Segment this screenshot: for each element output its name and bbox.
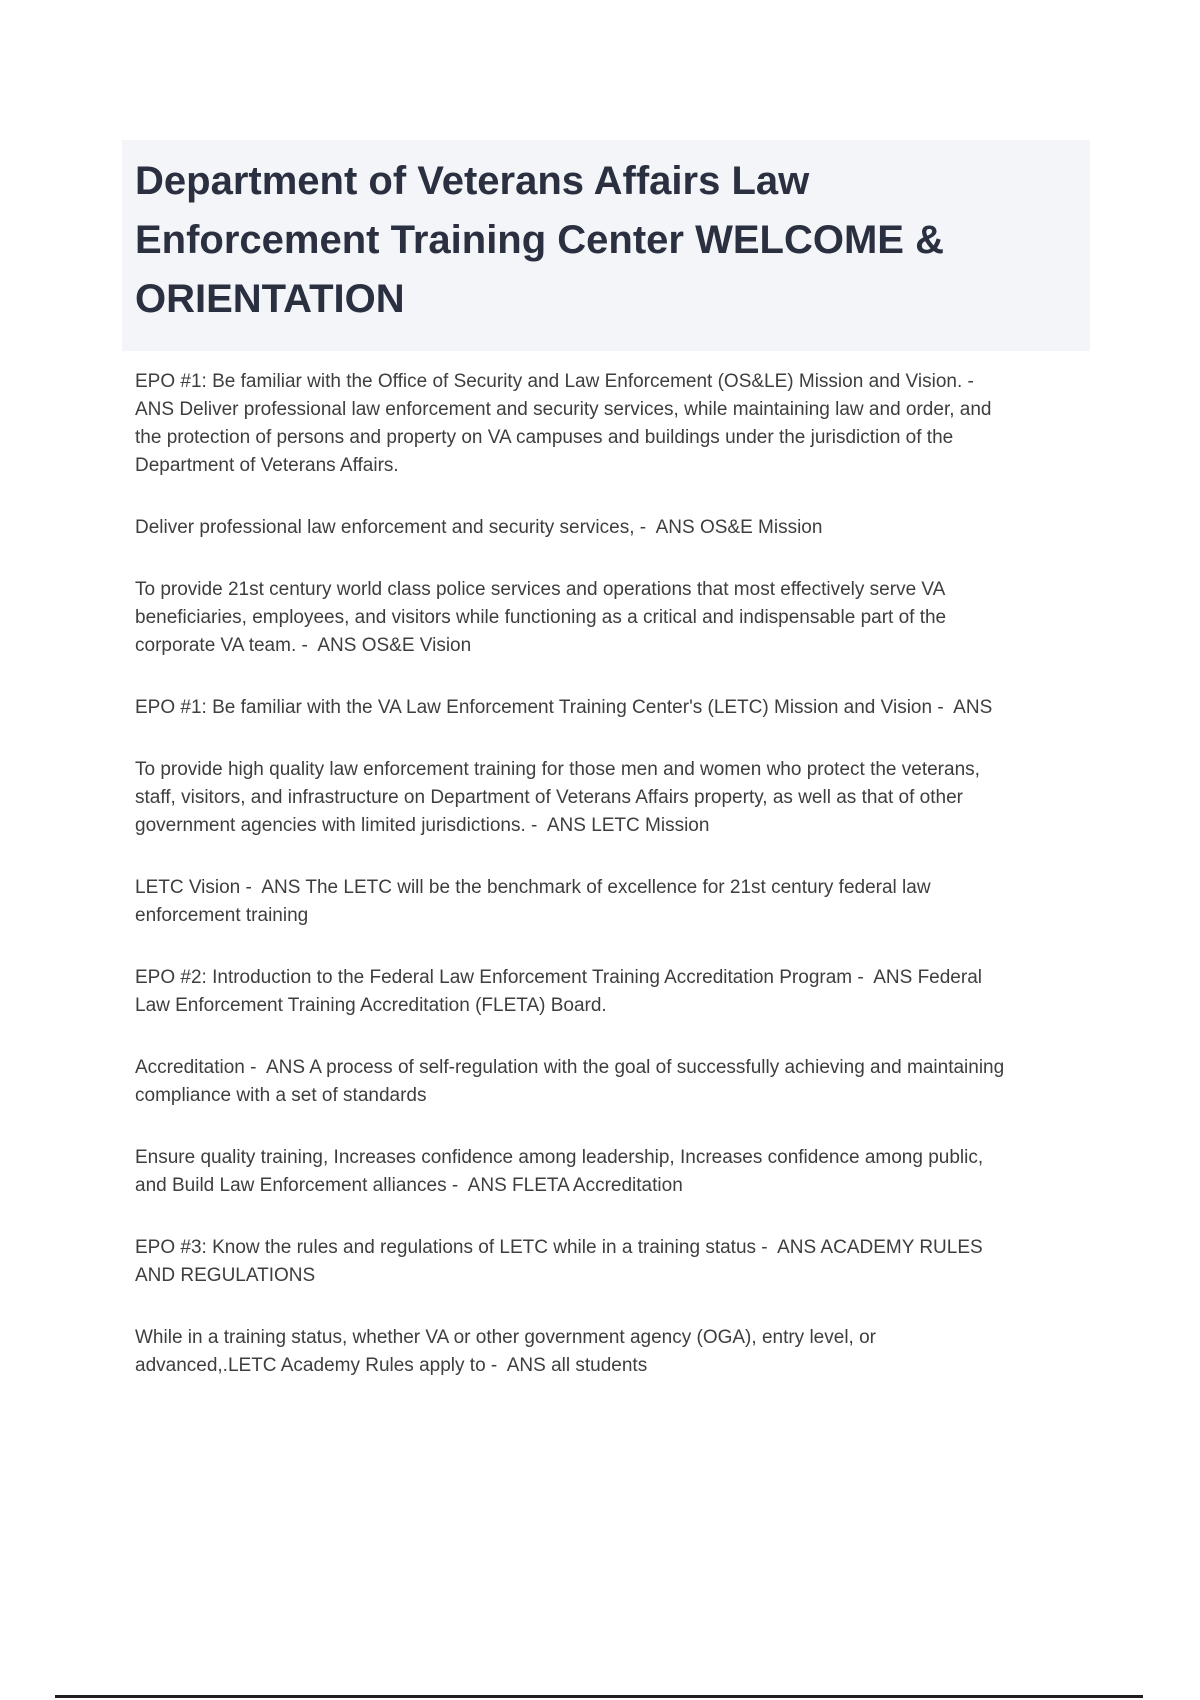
paragraph: Accreditation - ANS A process of self-regulation with the goal of successfully achieving and maintaining compliance with a set of standards: [135, 1057, 1010, 1106]
paragraph: To provide 21st century world class police services and operations that most effectively serve VA beneficiaries, employees, and visitors while functioning as a critical and indispensable part of the corporate VA team. - ANS OS&E Vision: [135, 579, 952, 656]
footer-divider: [55, 1695, 1143, 1698]
paragraph: EPO #3: Know the rules and regulations of LETC while in a training status - ANS ACADEMY RULES AND REGULATIONS: [135, 1237, 987, 1286]
paragraph: Ensure quality training, Increases confidence among leadership, Increases confidence among public, and Build Law Enforcement alliances - ANS FLETA Accreditation: [135, 1147, 989, 1196]
paragraph: To provide high quality law enforcement training for those men and women who protect the veterans, staff, visitors, and infrastructure on Department of Veterans Affairs property, as well as that of other government agencies with limited jurisdictions. - ANS LETC Mission: [135, 759, 986, 836]
page-title: Department of Veterans Affairs Law Enforcement Training Center WELCOME & ORIENTATION: [135, 159, 944, 321]
paragraph: EPO #1: Be familiar with the VA Law Enforcement Training Center's (LETC) Mission and Vision - ANS: [135, 697, 993, 718]
paragraph: While in a training status, whether VA or other government agency (OGA), entry level, or advanced,.LETC Academy Rules apply to - ANS all students: [135, 1327, 882, 1376]
document-body: [135, 368, 1010, 1414]
paragraph: EPO #2: Introduction to the Federal Law Enforcement Training Accreditation Program - ANS Federal Law Enforcement Training Accreditation (FLETA) Board.: [135, 967, 988, 1016]
paragraph: EPO #1: Be familiar with the Office of Security and Law Enforcement (OS&LE) Mission and Vision. - ANS Deliver professional law enforcement and security services, while maintaining law and order, and the protection of persons and property on VA campuses and buildings under the jurisdiction of the Department of Veterans Affairs.: [135, 371, 997, 476]
title-block: [122, 140, 1090, 351]
paragraph: Deliver professional law enforcement and security services, - ANS OS&E Mission: [135, 517, 823, 538]
paragraph: LETC Vision - ANS The LETC will be the benchmark of excellence for 21st century federal law enforcement training: [135, 877, 936, 926]
